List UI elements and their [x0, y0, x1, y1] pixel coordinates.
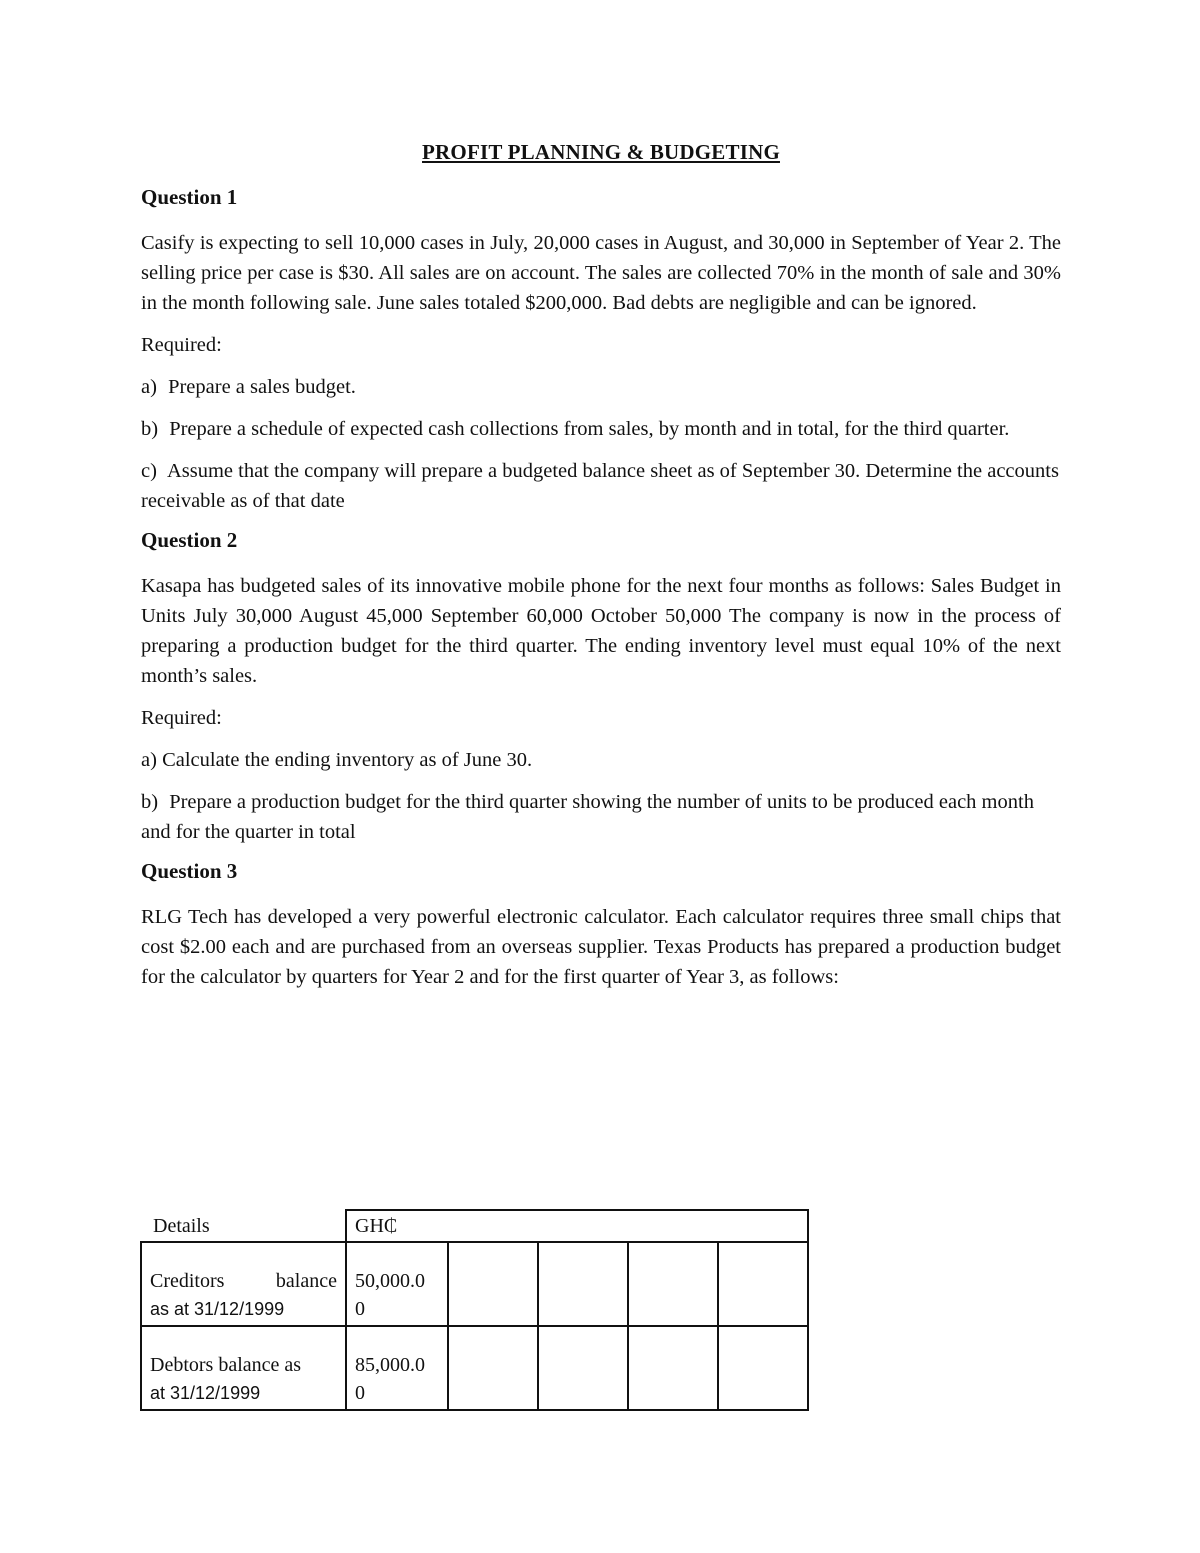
- row-amount-line2: 0: [355, 1382, 365, 1404]
- question-1-part-c: [141, 456, 1061, 516]
- empty-cell: [628, 1326, 718, 1410]
- row-label-line2: at 31/12/1999: [150, 1383, 261, 1403]
- question-1-part-a: [141, 372, 1061, 402]
- row-amount: [346, 1242, 448, 1326]
- balances-table: [140, 1209, 809, 1411]
- question-2-heading: Question 2: [141, 528, 238, 552]
- row-label-line1: Creditors balance: [150, 1270, 337, 1292]
- part-text: Prepare a production budget for the third quarter showing the number of units to be produced each month and for the quarter in total: [141, 791, 1034, 843]
- part-label: a): [141, 376, 157, 398]
- part-label: c): [141, 460, 157, 482]
- question-2-required: Required:: [141, 707, 222, 729]
- empty-cell: [448, 1242, 538, 1326]
- empty-cell: [538, 1326, 628, 1410]
- part-text: Prepare a schedule of expected cash collections from sales, by month and in total, for the third quarter.: [169, 418, 1010, 440]
- header-details: Details: [153, 1214, 210, 1237]
- row-amount: [346, 1326, 448, 1410]
- row-label-line1: Debtors balance as: [150, 1354, 302, 1376]
- part-text: Calculate the ending inventory as of June 30.: [162, 749, 533, 771]
- question-1-part-b: [141, 414, 1061, 444]
- row-label: [141, 1242, 346, 1326]
- table-header-row: [141, 1210, 808, 1242]
- row-amount-line1: 85,000.0: [355, 1354, 425, 1376]
- part-label: a): [141, 749, 157, 771]
- question-2-part-b: [141, 787, 1061, 847]
- part-text: Assume that the company will prepare a budgeted balance sheet as of September 30. Determine the accounts receivable as of that date: [141, 460, 1059, 512]
- header-currency: GH₵: [346, 1210, 808, 1242]
- row-label: [141, 1326, 346, 1410]
- table-row: [141, 1326, 808, 1410]
- document-title: PROFIT PLANNING & BUDGETING: [422, 140, 780, 164]
- empty-cell: [718, 1326, 808, 1410]
- part-label: b): [141, 791, 159, 813]
- question-3-body: RLG Tech has developed a very powerful electronic calculator. Each calculator requires three small chips that cost $2.00 each and are purchased from an overseas supplier. Texas Products has prepared a production budget for the calculator by quarters for Year 2 and for the first quarter of Year 3, as follows:: [141, 906, 1061, 988]
- row-amount-line1: 50,000.0: [355, 1270, 425, 1292]
- question-3-heading: Question 3: [141, 859, 238, 883]
- part-label: b): [141, 418, 159, 440]
- document-page: [141, 140, 1061, 1004]
- question-1-body: Casify is expecting to sell 10,000 cases in July, 20,000 cases in August, and 30,000 in September of Year 2. The selling price per case is $30. All sales are on account. The sales are collected 70% in the month of sale and 30% in the month following sale. June sales totaled $200,000. Bad debts are negligible and can be ignored.: [141, 232, 1061, 314]
- empty-cell: [538, 1242, 628, 1326]
- question-2-part-a: [141, 745, 1061, 775]
- row-label-line2: as at 31/12/1999: [150, 1299, 285, 1319]
- empty-cell: [628, 1242, 718, 1326]
- empty-cell: [718, 1242, 808, 1326]
- question-1-heading: Question 1: [141, 185, 238, 209]
- row-amount-line2: 0: [355, 1298, 365, 1320]
- empty-cell: [448, 1326, 538, 1410]
- part-text: Prepare a sales budget.: [168, 376, 356, 398]
- question-2-body: Kasapa has budgeted sales of its innovative mobile phone for the next four months as follows: Sales Budget in Units July 30,000 August 45,000 September 60,000 October 50,000 The company is now in the process of preparing a production budget for the third quarter. The ending inventory level must equal 10% of the next month’s sales.: [141, 575, 1061, 687]
- question-1-required: Required:: [141, 334, 222, 356]
- table-row: [141, 1242, 808, 1326]
